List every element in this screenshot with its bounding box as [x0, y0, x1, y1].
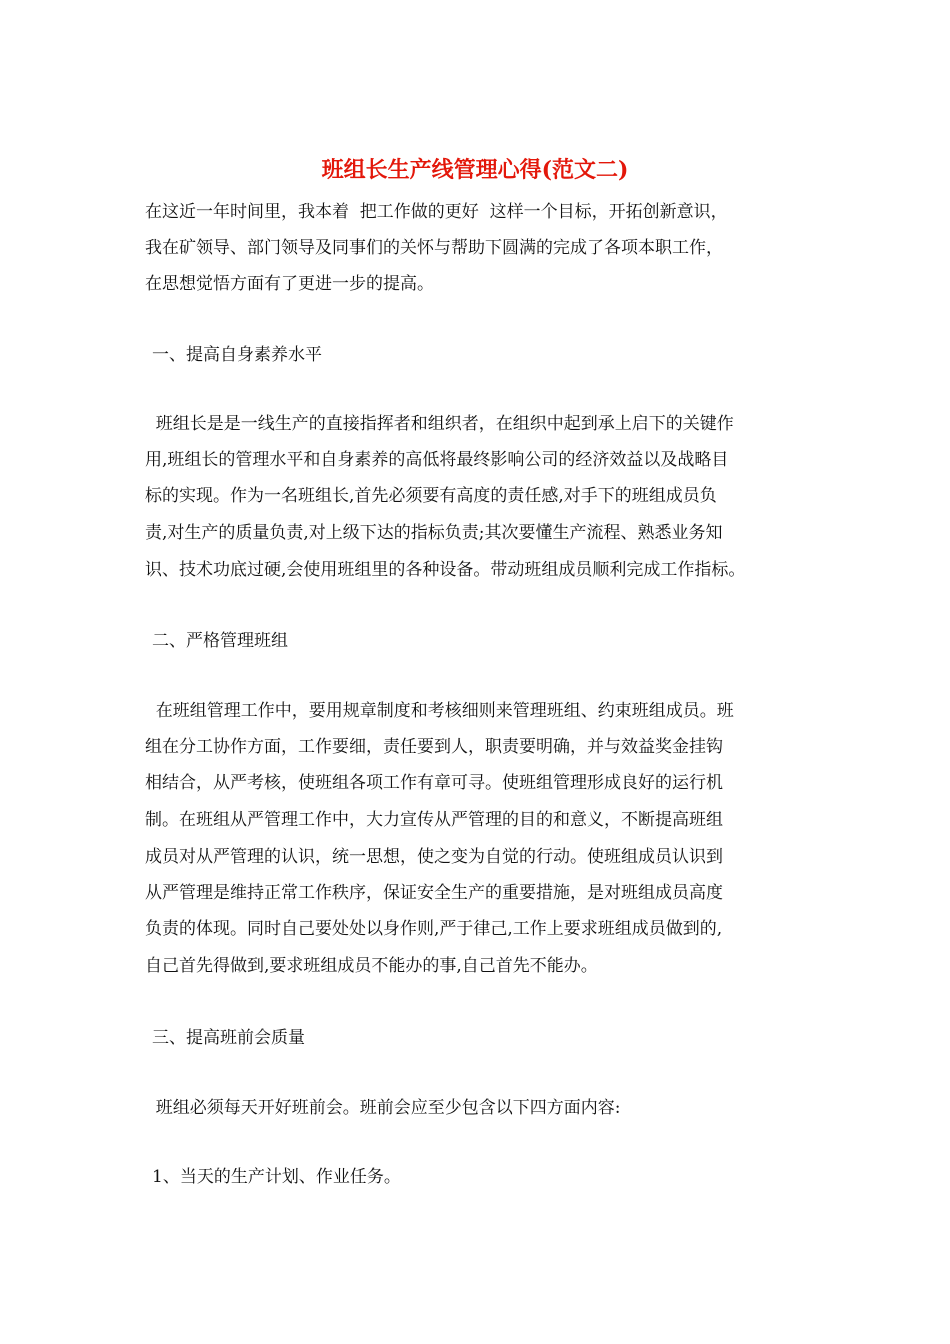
section-2-line-8: 自己首先得做到,要求班组成员不能办的事,自己首先不能办。 — [145, 956, 598, 976]
section-1-line-2: 用,班组长的管理水平和自身素养的高低将最终影响公司的经济效益以及战略目 — [145, 450, 729, 470]
section-2-line-1: 在班组管理工作中，要用规章制度和考核细则来管理班组、约束班组成员。班 — [145, 701, 734, 721]
section-2-line-3: 相结合，从严考核，使班组各项工作有章可寻。使班组管理形成良好的运行机 — [145, 773, 723, 793]
intro-line-3: 在思想觉悟方面有了更进一步的提高。 — [145, 274, 434, 294]
section-3-item-1: 1、当天的生产计划、作业任务。 — [152, 1167, 401, 1187]
section-3-heading: 三、提高班前会质量 — [152, 1028, 305, 1048]
section-1-line-5: 识、技术功底过硬,会使用班组里的各种设备。带动班组成员顺利完成工作指标。 — [145, 560, 746, 580]
intro-line-2: 我在矿领导、部门领导及同事们的关怀与帮助下圆满的完成了各项本职工作， — [145, 238, 723, 258]
section-1-line-3: 标的实现。作为一名班组长,首先必须要有高度的责任感,对手下的班组成员负 — [145, 486, 717, 506]
section-2-line-5: 成员对从严管理的认识，统一思想，使之变为自觉的行动。使班组成员认识到 — [145, 847, 723, 867]
section-2-heading: 二、严格管理班组 — [152, 631, 288, 651]
section-1-line-1: 班组长是是一线生产的直接指挥者和组织者，在组织中起到承上启下的关键作 — [145, 414, 734, 434]
section-2-line-6: 从严管理是维持正常工作秩序，保证安全生产的重要措施，是对班组成员高度 — [145, 883, 723, 903]
section-1-line-4: 责,对生产的质量负责,对上级下达的指标负责;其次要懂生产流程、熟悉业务知 — [145, 523, 723, 543]
section-3-line-1: 班组必须每天开好班前会。班前会应至少包含以下四方面内容: — [145, 1098, 621, 1118]
section-2-line-2: 组在分工协作方面，工作要细，责任要到人，职责要明确，并与效益奖金挂钩 — [145, 737, 723, 757]
section-2-line-7: 负责的体现。同时自己要处处以身作则,严于律己,工作上要求班组成员做到的, — [145, 919, 723, 939]
section-2-line-4: 制。在班组从严管理工作中，大力宣传从严管理的目的和意义，不断提高班组 — [145, 810, 723, 830]
document-title: 班组长生产线管理心得(范文二) — [321, 157, 629, 183]
intro-line-1: 在这近一年时间里，我本着 把工作做的更好 这样一个目标，开拓创新意识， — [145, 202, 728, 222]
section-1-heading: 一、提高自身素养水平 — [152, 345, 322, 365]
